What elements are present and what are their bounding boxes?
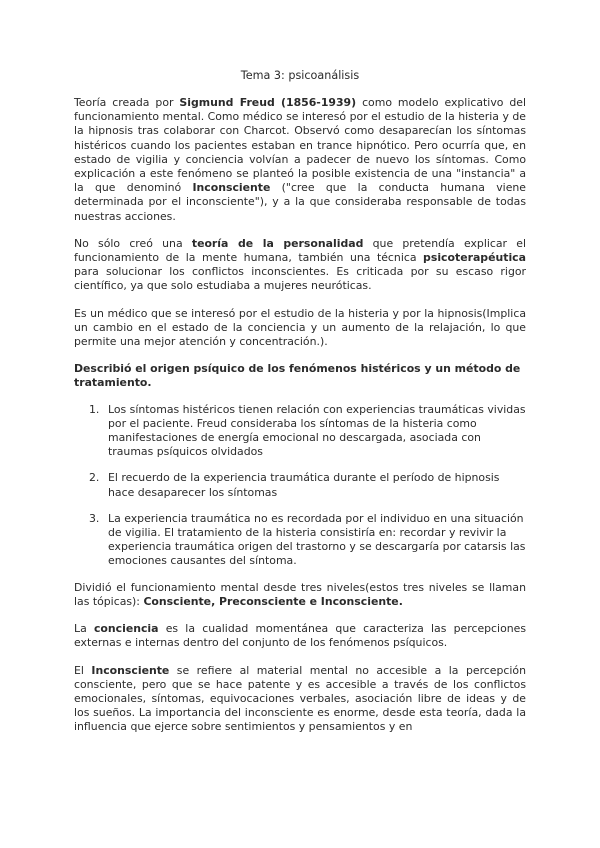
list-number: 1.: [89, 402, 100, 416]
document-title: Tema 3: psicoanálisis: [240, 69, 360, 82]
list-item: [74, 512, 526, 569]
paragraph-topicas: [74, 581, 526, 609]
text-run: es la cualidad momentánea que caracteriza las percepciones externas e internas dentro del conjunto de los fenómenos psíquicos.: [74, 622, 527, 650]
bold-inconsciente-term: Inconsciente: [91, 663, 170, 677]
paragraph-inconsciente: [74, 664, 526, 735]
list-text: La experiencia traumática no es recordada por el individuo en una situación de vigilia. El tratamiento de la histeria consistiría en: recordar y revivir la experiencia traumática origen del trastorno y se descargaría por catarsis las emociones causantes del síntoma.: [108, 511, 526, 568]
bold-psicoterapeutica: psicoterapéutica: [423, 251, 526, 265]
list-item: [74, 471, 526, 499]
bold-conciencia: conciencia: [93, 622, 159, 636]
text-run: para solucionar los conflictos inconscientes. Es criticada por su escaso rigor científico, ya que solo estudiaba a mujeres neuróticas.: [74, 265, 526, 293]
bold-teoria-personalidad: teoría de la personalidad: [191, 236, 364, 250]
paragraph-personalidad: [74, 237, 526, 294]
document-page: [74, 69, 526, 735]
bold-freud: Sigmund Freud (1856-1939): [179, 96, 357, 109]
text-run: Es un médico que se interesó por el estudio de la histeria y por la hipnosis: [74, 306, 483, 320]
text-run: como modelo explicativo del funcionamiento mental. Como médico se interesó por el estudio de la histeria y de la hipnosis tras colaborar con Charcot. Observó como desaparecían los síntomas histéricos cuando los pacientes estaban en trance hipnótico. Pero ocurría que, en estado de vigilia y conciencia volvían a padecer de nuevo los síntomas. Como explicación a este fenómeno se planteó la posible existencia de una "instancia" a la que denominó: [74, 96, 527, 195]
text-run: ("cree que la conducta humana viene determinada por el inconsciente"), y a la que consideraba responsable de todas nuestras acciones.: [74, 181, 526, 223]
text-run: Dividió el funcionamiento mental desde tres niveles(estos tres niveles se llaman las tópicas):: [74, 580, 526, 608]
numbered-list: [74, 403, 526, 569]
text-run: La: [74, 622, 94, 636]
text-run: se refiere al material mental no accesible a la percepción consciente, pero que se hace patente y es accesible a través de los conflictos emocionales, síntomas, equivocaciones verbales, asociación libre de ideas y de los sueños. La importancia del inconsciente es enorme, desde esta teoría, dada la influencia que ejerce sobre sentimientos y pensamientos y en: [74, 663, 526, 734]
section-heading: Describió el origen psíquico de los fenómenos histéricos y un método de tratamiento.: [74, 362, 521, 390]
list-number: 3.: [89, 511, 100, 525]
text-run: El: [74, 663, 92, 677]
paragraph-hipnosis: [74, 307, 526, 350]
list-item: [74, 403, 526, 460]
list-text: El recuerdo de la experiencia traumática durante el período de hipnosis hace desaparecer los síntomas: [108, 471, 500, 499]
text-run: que pretendía explicar el funcionamiento de la mente humana, también una técnica: [74, 236, 526, 265]
list-text: Los síntomas histéricos tienen relación con experiencias traumáticas vividas por el paciente. Freud consideraba los síntomas de la histeria como manifestaciones de energía emocional no descargada, asociada con traumas psíquicos olvidados: [108, 402, 526, 459]
text-run: (Implica un cambio en el estado de la conciencia y un aumento de la relajación, lo que permite una mejor atención y concentración.).: [74, 306, 526, 349]
paragraph-conciencia: [74, 622, 526, 650]
bold-niveles: Consciente, Preconsciente e Inconsciente.: [143, 594, 403, 608]
list-number: 2.: [89, 471, 100, 485]
bold-inconsciente: Inconsciente: [192, 181, 271, 195]
text-run: Teoría creada por: [74, 96, 180, 109]
text-run: No sólo creó una: [74, 236, 192, 250]
paragraph-freud-intro: [74, 96, 526, 224]
